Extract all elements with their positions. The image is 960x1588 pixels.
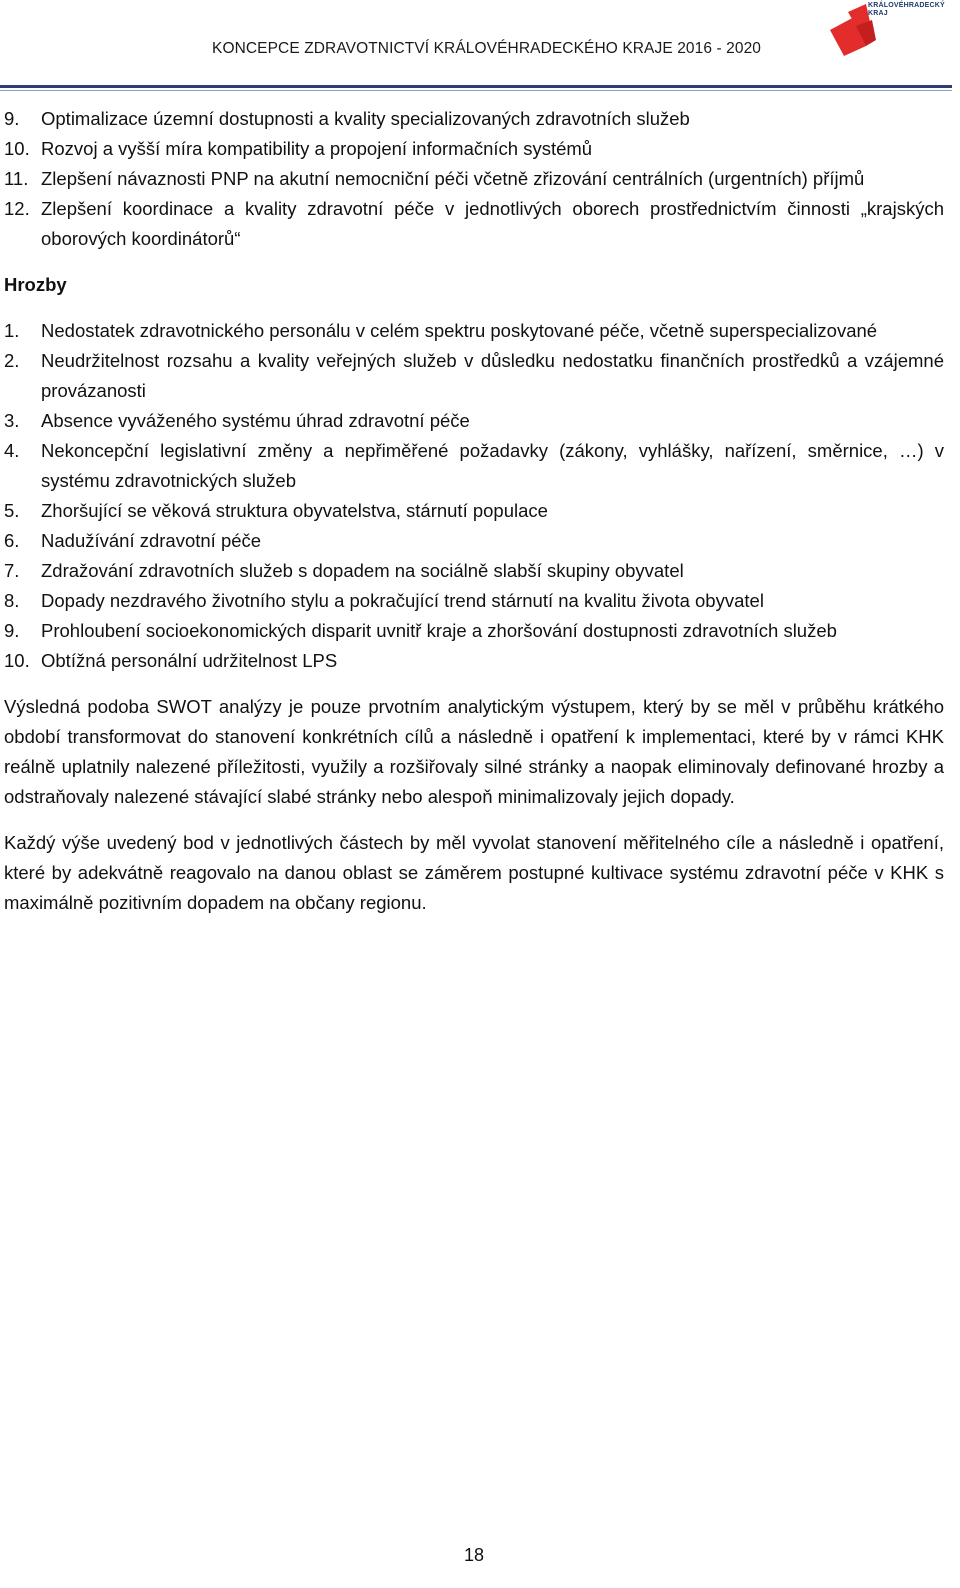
threats-heading: Hrozby — [4, 274, 67, 295]
list-item — [4, 526, 944, 556]
list-number: 9. — [4, 108, 20, 129]
list-text: Obtížná personální udržitelnost LPS — [41, 650, 338, 671]
list-item — [4, 586, 944, 616]
list-number: 8. — [4, 590, 20, 611]
logo-line-1: KRÁLOVÉHRADECKÝ — [868, 2, 945, 9]
paragraph-measures: Každý výše uvedený bod v jednotlivých částech by měl vyvolat stanovení měřitelného cíle a následně i opatření, které by adekvátně reagovalo na danou oblast se záměrem postupné kultivace systému zdravotní péče v KHK s maximálně pozitivním dopadem na občany regionu. — [4, 832, 944, 913]
list-item — [4, 164, 944, 194]
paragraph-swot-summary: Výsledná podoba SWOT analýzy je pouze prvotním analytickým výstupem, který by se měl v průběhu krátkého období transformovat do stanovení konkrétních cílů a následně i opatření k implementaci, které by v rámci KHK reálně uplatnily nalezené příležitosti, využily a rozšiřovaly silné stránky a naopak eliminovaly definované hrozby a odstraňovaly nalezené stávající slabé stránky nebo alespoň minimalizovaly jejich dopady. — [4, 696, 944, 807]
list-text: Nadužívání zdravotní péče — [41, 530, 262, 551]
logo-text — [868, 2, 945, 18]
list-text: Dopady nezdravého životního stylu a pokračující trend stárnutí na kvalitu života obyvatel — [41, 590, 764, 611]
list-number: 10. — [4, 138, 30, 159]
list-number: 3. — [4, 410, 20, 431]
list-text: Zhoršující se věková struktura obyvatelstva, stárnutí populace — [41, 500, 548, 521]
list-number: 10. — [4, 650, 30, 671]
list-item — [4, 556, 944, 586]
list-text: Optimalizace územní dostupnosti a kvality specializovaných zdravotních služeb — [41, 108, 690, 129]
page-header — [0, 0, 960, 92]
list-item — [4, 194, 944, 254]
list-item — [4, 406, 944, 436]
list-number: 4. — [4, 440, 20, 461]
kralovehradecky-kraj-logo — [826, 0, 954, 62]
list-item — [4, 316, 944, 346]
opportunities-list-continued — [4, 104, 944, 254]
list-item — [4, 616, 944, 646]
list-text: Nedostatek zdravotnického personálu v celém spektru poskytované péče, včetně superspecializované — [41, 320, 878, 341]
list-text: Absence vyváženého systému úhrad zdravotní péče — [41, 410, 470, 431]
logo-line-2: KRAJ — [868, 10, 888, 17]
list-number: 9. — [4, 620, 20, 641]
list-number: 5. — [4, 500, 20, 521]
list-number: 11. — [4, 168, 29, 189]
list-item — [4, 646, 944, 676]
list-text: Zlepšení koordinace a kvality zdravotní péče v jednotlivých oborech prostřednictvím činnosti „krajských oborových koordinátorů“ — [41, 198, 944, 249]
list-number: 1. — [4, 320, 20, 341]
list-text: Rozvoj a vyšší míra kompatibility a propojení informačních systémů — [41, 138, 593, 159]
list-text: Prohloubení socioekonomických disparit uvnitř kraje a zhoršování dostupnosti zdravotních služeb — [41, 620, 837, 641]
list-item — [4, 346, 944, 406]
page-number: 18 — [463, 1545, 485, 1565]
list-number: 7. — [4, 560, 20, 581]
list-text: Nekoncepční legislativní změny a nepřiměřené požadavky (zákony, vyhlášky, nařízení, směrnice, …) v systému zdravotnických služeb — [41, 440, 944, 491]
list-number: 6. — [4, 530, 20, 551]
list-item — [4, 104, 944, 134]
list-text: Neudržitelnost rozsahu a kvality veřejných služeb v důsledku nedostatku finančních prostředků a vzájemné provázanosti — [41, 350, 944, 401]
header-divider-thin — [0, 90, 952, 91]
list-number: 2. — [4, 350, 20, 371]
list-item — [4, 134, 944, 164]
document-body — [4, 104, 944, 918]
list-number: 12. — [4, 198, 30, 219]
list-text: Zlepšení návaznosti PNP na akutní nemocniční péči včetně zřizování centrálních (urgentních) příjmů — [41, 168, 865, 189]
header-title: KONCEPCE ZDRAVOTNICTVÍ KRÁLOVÉHRADECKÉHO KRAJE 2016 - 2020 — [212, 40, 762, 57]
header-divider — [0, 85, 952, 88]
list-item — [4, 496, 944, 526]
list-text: Zdražování zdravotních služeb s dopadem na sociálně slabší skupiny obyvatel — [41, 560, 684, 581]
list-item — [4, 436, 944, 496]
threats-list — [4, 316, 944, 676]
